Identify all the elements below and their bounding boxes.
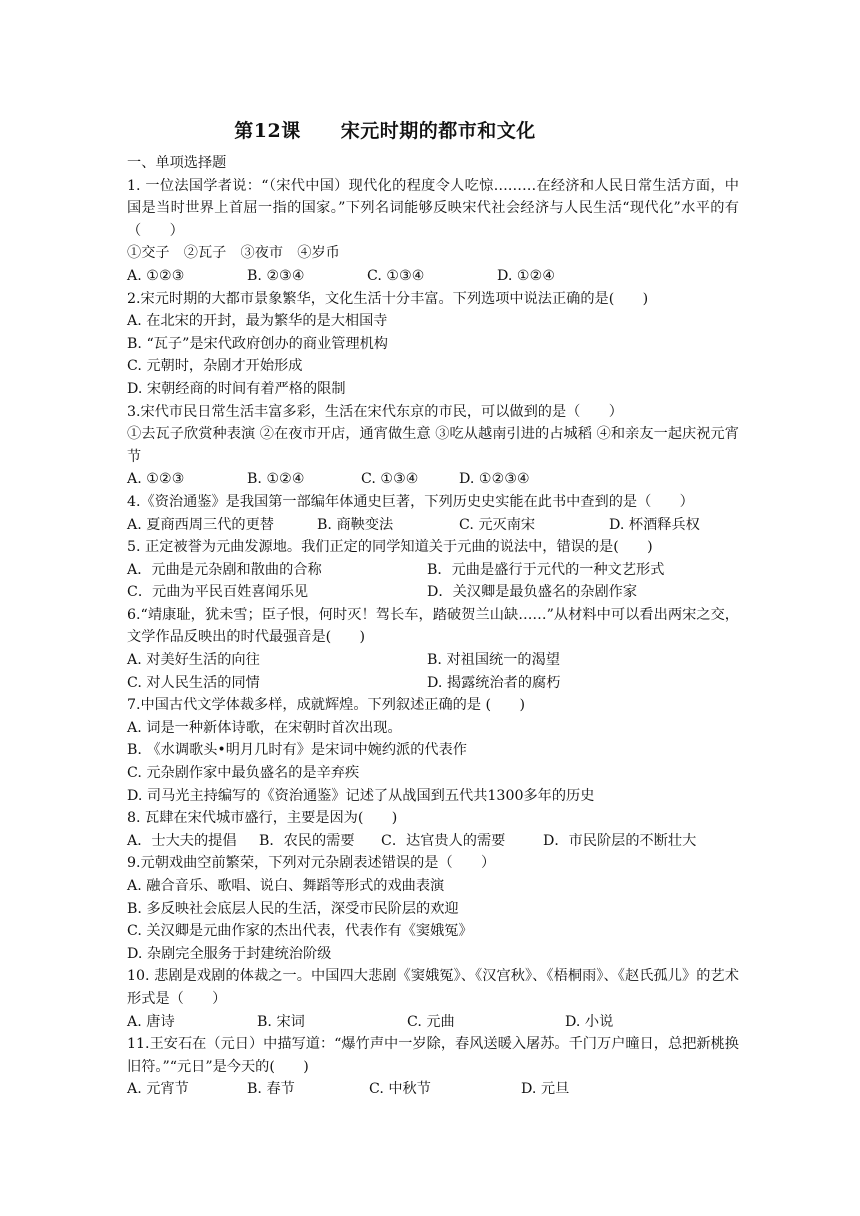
option-a: A．士大夫的提倡: [127, 832, 237, 849]
option-a: A. 夏商西周三代的更替: [127, 516, 274, 533]
option-b: B．农民的需要: [259, 832, 355, 849]
option-b: B. 《水调歌头•明月几时有》是宋词中婉约派的代表作: [127, 742, 467, 759]
question-11-stem: 11.王安石在（元日）中描写道：“爆竹声中一岁除，春风送暖入屠苏。千门万户曈日，总把新桃换旧符。”“元日”是今天的( ): [127, 1036, 739, 1075]
question-11-options: [127, 1078, 739, 1101]
option-a: A. ①②③: [127, 267, 185, 284]
question-1-stem: 1. 一位法国学者说：“（宋代中国）现代化的程度令人吃惊………在经济和人民日常生活方面，中国是当时世界上首屈一指的国家。”下列名词能够反映宋代社会经济与人民生活“现代化”水平的有（ ）: [127, 177, 739, 239]
option-c: C. 对人民生活的同情: [127, 674, 260, 691]
page-title: [0, 116, 770, 143]
question-4-stem: 4.《资治通鉴》是我国第一部编年体通史巨著，下列历史史实能在此书中查到的是（ ）: [127, 493, 694, 510]
option-d: D. 宋朝经商的时间有着严格的限制: [127, 380, 346, 397]
option-a: A. 在北宋的开封，最为繁华的是大相国寺: [127, 313, 388, 330]
option-a: A. ①②③: [127, 471, 185, 488]
option-d: D. 小说: [565, 1013, 614, 1030]
question-7-stem: 7.中国古代文学体裁多样，成就辉煌。下列叙述正确的是 ( ): [127, 697, 525, 714]
option-c: C．元曲为平民百姓喜闻乐见: [127, 584, 309, 601]
question-10-options: [127, 1011, 739, 1034]
option-c: C. 元灭南宋: [459, 516, 536, 533]
question-4-options: [127, 514, 739, 537]
option-a: A．元曲是元杂剧和散曲的合称: [127, 561, 322, 578]
option-b: B. “瓦子”是宋代政府创办的商业管理机构: [127, 335, 388, 352]
option-b: B. ①②④: [247, 471, 305, 488]
question-2-stem: 2.宋元时期的大都市景象繁华，文化生活十分丰富。下列选项中说法正确的是( ): [127, 290, 649, 307]
question-6-options-row-2: [127, 672, 739, 695]
question-8-stem: 8. 瓦肆在宋代城市盛行，主要是因为( ): [127, 810, 398, 827]
question-3-stem: 3.宋代市民日常生活丰富多彩，生活在宋代东京的市民，可以做到的是（ ）: [127, 403, 623, 420]
question-1-options: [127, 265, 739, 288]
question-list: [127, 152, 739, 1101]
question-8-options: [127, 830, 739, 853]
option-d: D. 杯酒释兵权: [609, 516, 700, 533]
lesson-topic: 宋元时期的都市和文化: [340, 120, 536, 142]
option-b: B. 宋词: [257, 1013, 305, 1030]
option-d: D．关汉卿是最负盛名的杂剧作家: [427, 584, 638, 601]
option-c: C. 元朝时，杂剧才开始形成: [127, 358, 303, 375]
question-5-options-row-1: [127, 559, 739, 582]
question-1-items: ①交子 ②瓦子 ③夜市 ④岁币: [127, 245, 340, 262]
option-c: C. 元曲: [407, 1013, 455, 1030]
option-a: A. 唐诗: [127, 1013, 175, 1030]
option-b: B. 春节: [247, 1081, 295, 1098]
option-b: B. 商鞅变法: [317, 516, 394, 533]
option-a: A. 元宵节: [127, 1081, 189, 1098]
option-a: A. 融合音乐、歌唱、说白、舞蹈等形式的戏曲表演: [127, 878, 445, 894]
option-b: B. 对祖国统一的渴望: [427, 652, 560, 669]
option-d: D. ①②④: [497, 267, 556, 284]
question-5-options-row-2: [127, 581, 739, 604]
option-c: C. ①③④: [367, 267, 425, 284]
question-3-items: ①去瓦子欣赏种表演 ②在夜市开店，通宵做生意 ③吃从越南引进的占城稻 ④和亲友一起庆祝元宵节: [127, 426, 739, 465]
option-b: B. 多反映社会底层人民的生活，深受市民阶层的欢迎: [127, 900, 459, 917]
lesson-number: 第12课: [234, 120, 301, 142]
section-heading: 一、单项选择题: [127, 155, 227, 171]
option-c: C. 关汉卿是元曲作家的杰出代表，代表作有《窦娥冤》: [127, 923, 473, 940]
option-d: D. 杂剧完全服务于封建统治阶级: [127, 945, 332, 962]
option-b: B. ②③④: [247, 267, 305, 284]
question-9-stem: 9.元朝戏曲空前繁荣，下列对元杂剧表述错误的是（ ）: [127, 855, 496, 872]
option-c: C．达官贵人的需要: [381, 832, 506, 849]
question-6-options-row-1: [127, 649, 739, 672]
question-6-stem: 6.“靖康耻，犹未雪；臣子恨，何时灭！驾长车，踏破贺兰山缺……”从材料中可以看出两宋之交，文学作品反映出的时代最强音是( ): [127, 606, 739, 646]
question-3-options: [127, 468, 739, 491]
option-d: D. 揭露统治者的腐朽: [427, 674, 561, 691]
option-d: D. ①②③④: [459, 471, 530, 488]
option-d: D．市民阶层的不断壮大: [543, 832, 697, 849]
option-a: A. 词是一种新体诗歌，在宋朝时首次出现。: [127, 719, 402, 736]
question-5-stem: 5. 正定被誉为元曲发源地。我们正定的同学知道关于元曲的说法中，错误的是( ): [127, 539, 653, 556]
option-a: A. 对美好生活的向往: [127, 652, 260, 669]
option-c: C. 元杂剧作家中最负盛名的是辛弃疾: [127, 765, 360, 782]
option-c: C. 中秋节: [369, 1081, 431, 1098]
option-d: D. 元旦: [521, 1081, 570, 1098]
option-d: D. 司马光主持编写的《资治通鉴》记述了从战国到五代共1300多年的历史: [127, 787, 595, 804]
question-10-stem: 10. 悲剧是戏剧的体裁之一。中国四大悲剧《窦娥冤》、《汉宫秋》、《梧桐雨》、《赵氏孤儿》的艺术形式是（ ）: [127, 968, 739, 1007]
option-b: B．元曲是盛行于元代的一种文艺形式: [427, 561, 665, 578]
option-c: C. ①③④: [361, 471, 419, 488]
